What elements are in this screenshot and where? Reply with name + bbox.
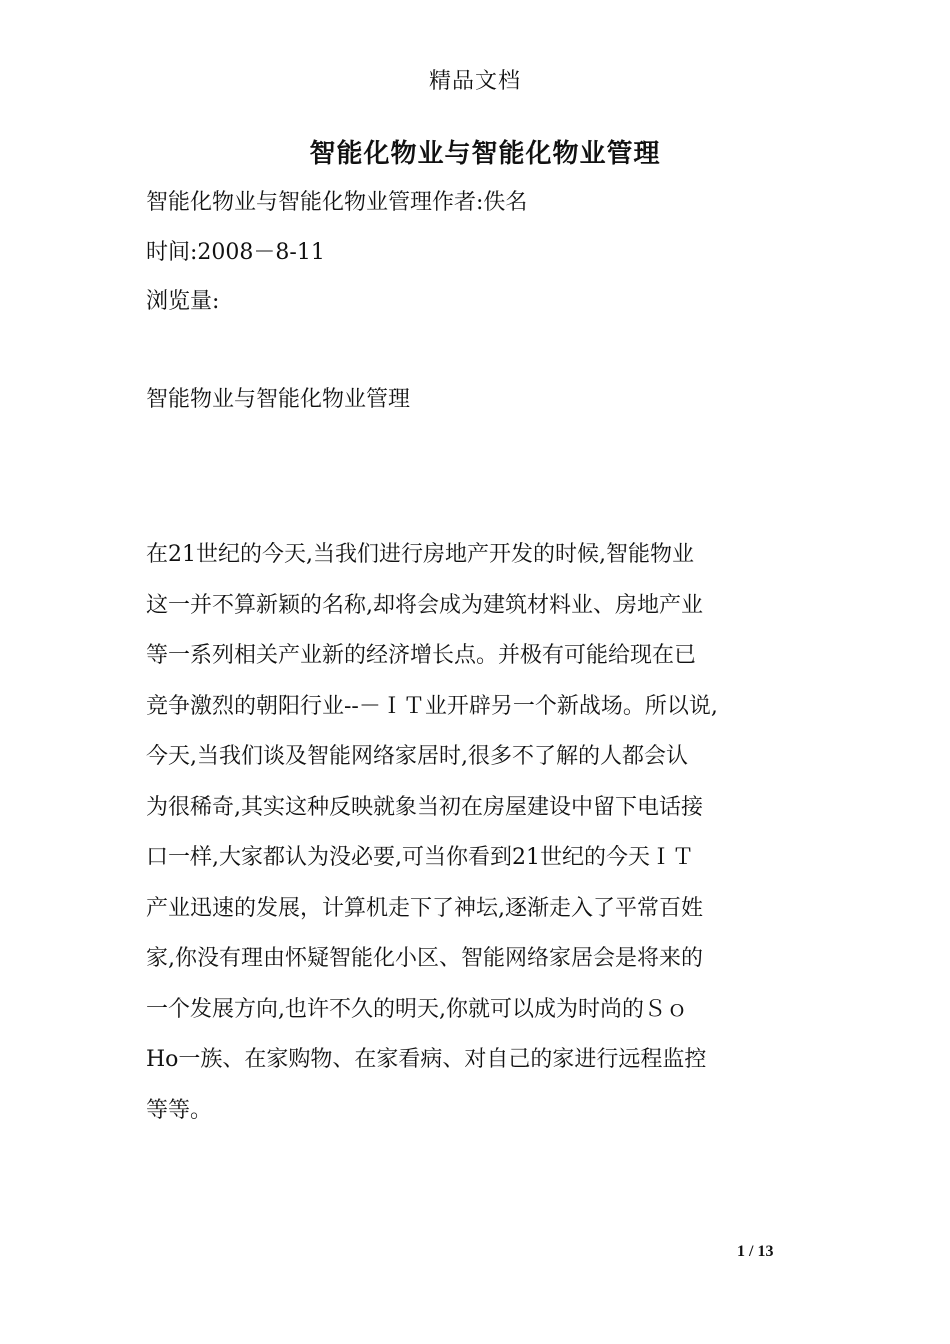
paragraph-line: 等一系列相关产业新的经济增长点。并极有可能给现在已 — [146, 643, 697, 668]
section-subtitle: 智能物业与智能化物业管理 — [146, 387, 411, 412]
document-title: 智能化物业与智能化物业管理 — [309, 139, 661, 169]
paragraph-line: Ho一族、在家购物、在家看病、对自己的家进行远程监控 — [146, 1047, 707, 1072]
page-indicator: 1 / 13 — [737, 1243, 774, 1260]
paragraph-line: 口一样,大家都认为没必要,可当你看到21世纪的今天ＩＴ — [146, 845, 694, 870]
paragraph-line: 家,你没有理由怀疑智能化小区、智能网络家居会是将来的 — [146, 946, 703, 971]
page-header: 精品文档 — [428, 69, 521, 94]
paragraph-line: 一个发展方向,也许不久的明天,你就可以成为时尚的Ｓｏ — [146, 996, 688, 1022]
paragraph-line: 产业迅速的发展，计算机走下了神坛,逐渐走入了平常百姓 — [146, 895, 703, 921]
views-line: 浏览量: — [146, 289, 220, 314]
paragraph-line: 在21世纪的今天,当我们进行房地产开发的时候,智能物业 — [146, 542, 694, 567]
paragraph-line: 为很稀奇,其实这种反映就象当初在房屋建设中留下电话接 — [146, 794, 703, 820]
paragraph-line: 这一并不算新颖的名称,却将会成为建筑材料业、房地产业 — [146, 592, 703, 618]
paragraph-line: 等等。 — [146, 1097, 213, 1123]
paragraph-line: 今天,当我们谈及智能网络家居时,很多不了解的人都会认 — [146, 744, 688, 769]
body-paragraph — [146, 530, 818, 1136]
date-line: 时间:2008－8-11 — [146, 240, 325, 265]
paragraph-line: 竞争激烈的朝阳行业--－ＩＴ业开辟另一个新战场。所以说, — [146, 693, 718, 719]
author-line: 智能化物业与智能化物业管理作者:佚名 — [146, 190, 528, 215]
